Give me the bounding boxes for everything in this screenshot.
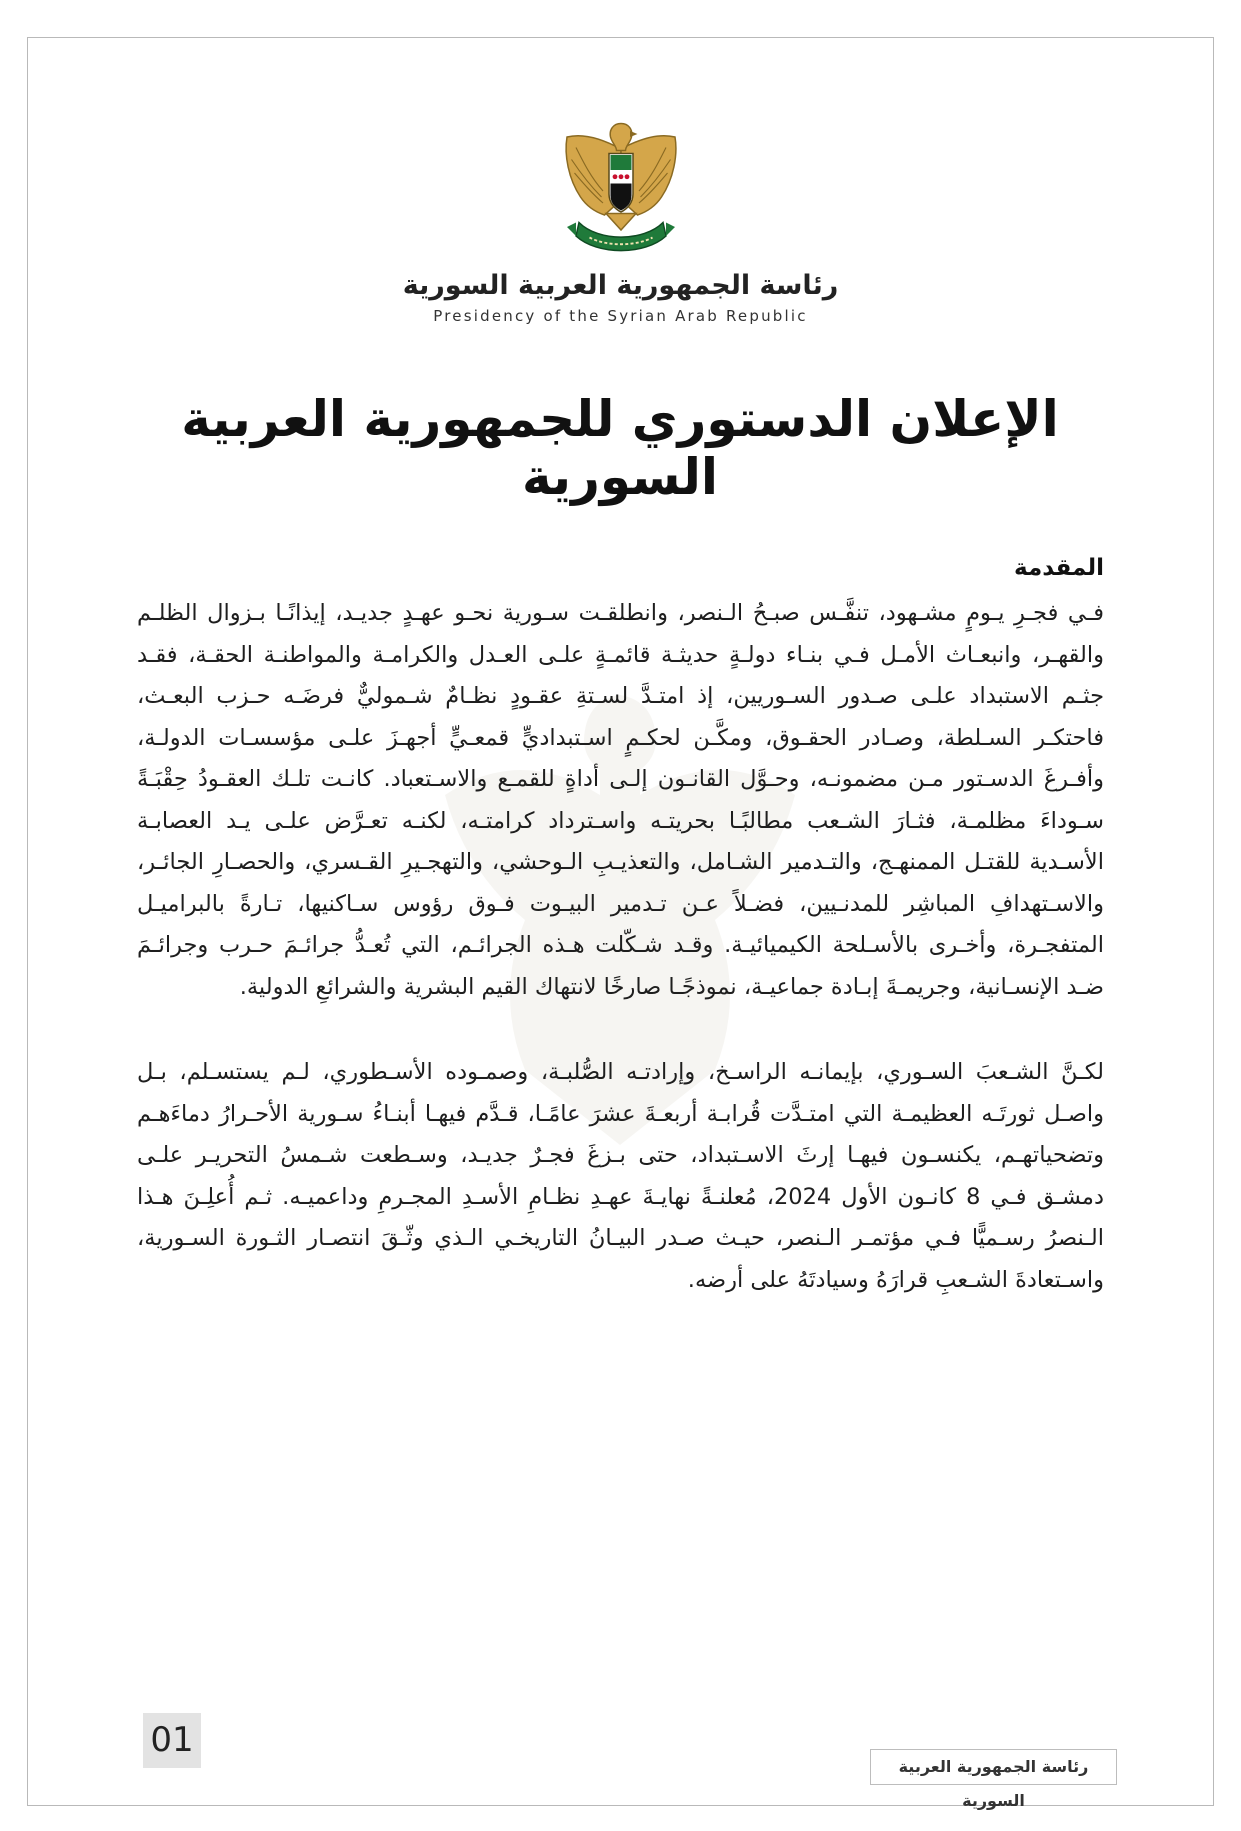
- section-heading: المقدمة: [1014, 555, 1104, 581]
- page-number: 01: [143, 1713, 201, 1768]
- organization-name-english: Presidency of the Syrian Arab Republic: [433, 307, 808, 325]
- paragraph: لكـنَّ الشـعبَ السـوري، بإيمانـه الراسـخ، وإرادتـه الصُّلبـة، وصمـوده الأسـطوري، لـم يستسـلم، بـل واصـل ثورتَـه العظيمـة التي امتـدَّت قُرابـة أربعـةَ عشرَ عامًـا، قـدَّم فيهـا أبنـاءُ سـورية الأحـرارُ دماءَهـم وتضحياتهـم، يكنسـون فيهـا إرثَ الاسـتبداد، حتى بـزغَ فجـرٌ جديـد، وسـطعت شـمسُ التحريـر علـى دمشـق فـي 8 كانـون الأول 2024، مُعلنـةً نهايـةَ عهـدِ نظـامِ الأسـدِ المجـرمِ وداعميـه. ثـم أُعلِـنَ هـذا الـنصرُ رسـميًّا فـي مؤتمـر الـنصر، حيـث صـدر البيـانُ التاريخـي الـذي وثّـقَ انتصـار الثـورة السـورية، واسـتعادةَ الشـعبِ قرارَهُ وسيادتَهُ على أرضه.: [137, 1059, 1104, 1293]
- document-body: [137, 555, 1104, 1301]
- document-title: الإعلان الدستوري للجمهورية العربية السورية: [181, 390, 1059, 506]
- organization-name-arabic: رئاسة الجمهورية العربية السورية: [402, 270, 839, 301]
- footer-organization-label: رئاسة الجمهورية العربية السورية: [870, 1749, 1117, 1785]
- syrian-eagle-emblem-icon: [546, 110, 696, 260]
- paragraph: فـي فجـرِ يـومٍ مشـهود، تنفَّـس صبـحُ الـنصر، وانطلقـت سـورية نحـو عهـدٍ جديـد، إيذانًـا بـزوال الظلـم والقهـر، وانبعـاث الأمـل فـي بنـاء دولـةٍ حديثـة قائمـةٍ علـى العـدل والكرامـة والمواطنـة الحقـة، فقـد جثـم الاستبداد علـى صـدور السـوريين، إذ امتـدَّ لسـتةِ عقـودٍ نظـامٌ شـموليٌّ فرضَـه حـزب البعـث، فاحتكـر السـلطة، وصـادر الحقـوق، ومكَّـن لحكـمٍ اسـتبداديٍّ قمعـيٍّ أجهـزَ علـى مؤسسـات الدولـة، وأفـرغَ الدسـتور مـن مضمونـه، وحـوَّل القانـون إلـى أداةٍ للقمـع والاسـتعباد. كانـت تلـك العقـودُ حِقْبَـةً سـوداءَ مظلمـة، فثـارَ الشـعب مطالبًـا بحريتـه واسـترداد كرامتـه، لكنـه تعـرَّض علـى يـد العصابـة الأسـدية للقتـل الممنهـج، والتـدمير الشـامل، والتعذيـبِ الـوحشي، والتهجـيرِ القـسري، والحصـارِ الجائـر، والاسـتهدافِ المباشِر للمدنـيين، فضـلاً عـن تـدمير البيـوت فـوق رؤوس سـاكنيها، تـارةً بالبراميـل المتفجـرة، وأخـرى بالأسـلحة الكيميائيـة. وقـد شـكّلت هـذه الجرائـم، التي تُعـدُّ جرائـمَ حـرب وجرائـمَ ضـد الإنسـانية، وجريمـةَ إبـادة جماعيـة، نموذجًـا صارخًا لانتهاك القيم البشرية والشرائعِ الدولية.: [137, 600, 1104, 1000]
- letterhead: [0, 110, 1241, 325]
